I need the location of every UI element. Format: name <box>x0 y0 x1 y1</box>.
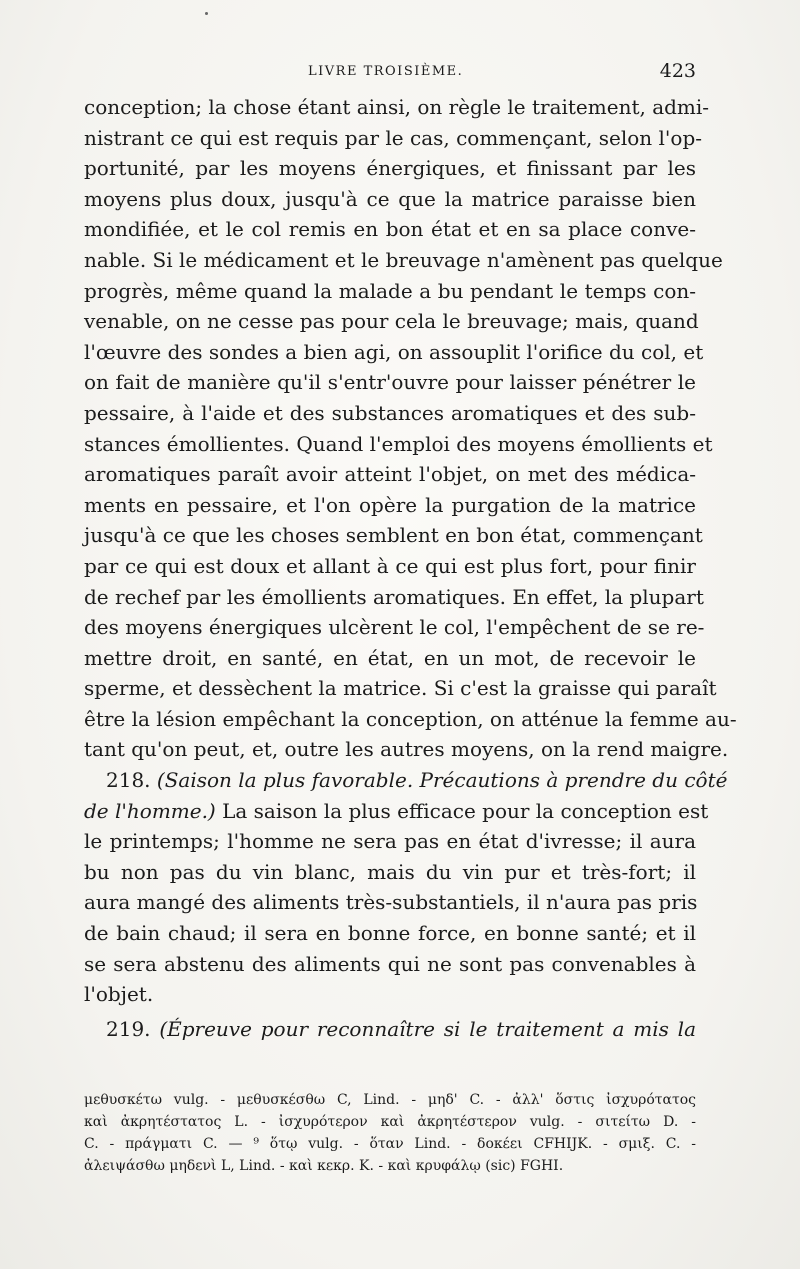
page-number: 423 <box>659 60 696 82</box>
text-line: des moyens énergiques ulcèrent le col, l'empêchent de se re- <box>84 615 705 640</box>
text-line: conception; la chose étant ainsi, on règle le traitement, admi- <box>84 95 710 119</box>
section-219 <box>84 1014 696 1045</box>
text-line: καὶ ἀκρητέστατος L. - ἰσχυρότερον καὶ ἀκρητέστερον vulg. - σιτείτω D. - <box>84 1114 696 1130</box>
paragraph-218 <box>84 826 696 1010</box>
text-line: l'objet. <box>84 982 154 1007</box>
text-line: tant qu'on peut, et, outre les autres moyens, on la rend maigre. <box>84 737 729 762</box>
text-line: C. - πράγματι C. — ⁹ ὅτῳ vulg. - ὅταν Lind. - δοκέει CFHIJK. - σμιξ. C. - <box>84 1136 696 1152</box>
text-line <box>84 796 709 827</box>
text-line: être la lésion empêchant la conception, on atténue la femme au- <box>84 706 737 731</box>
text-line: de bain chaud; il sera en bonne force, en bonne santé; et il <box>84 921 696 946</box>
section-219-heading-line <box>84 1014 696 1045</box>
text-line: bu non pas du vin blanc, mais du vin pur et très-fort; il <box>84 859 696 884</box>
running-title: LIVRE TROISIÈME. <box>308 64 464 79</box>
text-line: moyens plus doux, jusqu'à ce que la matrice paraisse bien <box>84 186 696 211</box>
section-number: 218. <box>106 768 151 793</box>
text-line: aromatiques paraît avoir atteint l'objet, on met des médica- <box>84 462 696 487</box>
section-218 <box>84 765 728 1010</box>
text-line: ments en pessaire, et l'on opère la purgation de la matrice <box>84 492 696 517</box>
text-line: jusqu'à ce que les choses semblent en bon état, commençant <box>84 523 703 548</box>
paragraph-217-continued <box>84 92 737 765</box>
text-line: de rechef par les émollients aromatiques. En effet, la plupart <box>84 584 704 609</box>
body-text <box>84 92 737 1044</box>
text-line: venable, on ne cesse pas pour cela le breuvage; mais, quand <box>84 309 699 334</box>
text-line: nistrant ce qui est requis par le cas, commençant, selon l'op- <box>84 125 703 150</box>
section-title: (Épreuve pour reconnaître si le traitement a mis la <box>159 1016 697 1041</box>
footnotes <box>84 1089 696 1177</box>
section-title-end: de l'homme.) <box>84 798 216 823</box>
text-line: mondifiée, et le col remis en bon état et en sa place conve- <box>84 217 696 242</box>
text-line-rest: La saison la plus efficace pour la conception est <box>222 798 709 823</box>
text-line: se sera abstenu des aliments qui ne sont pas convenables à <box>84 951 696 976</box>
text-line: progrès, même quand la malade a bu pendant le temps con- <box>84 278 696 303</box>
text-line: sperme, et dessèchent la matrice. Si c'est la graisse qui paraît <box>84 676 717 701</box>
text-line: on fait de manière qu'il s'entr'ouvre pour laisser pénétrer le <box>84 370 696 395</box>
text-line: le printemps; l'homme ne sera pas en état d'ivresse; il aura <box>84 829 696 854</box>
text-line: nable. Si le médicament et le breuvage n'amènent pas quelque <box>84 247 723 272</box>
text-line: aura mangé des aliments très-substantiels, il n'aura pas pris <box>84 890 698 915</box>
section-number: 219. <box>106 1016 151 1041</box>
text-line: par ce qui est doux et allant à ce qui est plus fort, pour finir <box>84 553 696 578</box>
text-line: stances émollientes. Quand l'emploi des moyens émollients et <box>84 431 713 456</box>
text-line: portunité, par les moyens énergiques, et finissant par les <box>84 156 696 181</box>
text-line: ἀλειψάσθω μηδενὶ L, Lind. - καὶ κεκρ. K. - καὶ κρυφάλῳ (sic) FGHI. <box>84 1158 564 1174</box>
section-218-heading-line <box>84 765 728 796</box>
page-header <box>84 60 696 86</box>
ink-speck <box>205 12 208 15</box>
section-title: (Saison la plus favorable. Précautions à prendre du côté <box>156 768 728 793</box>
text-line: mettre droit, en santé, en état, en un mot, de recevoir le <box>84 645 696 670</box>
text-line: pessaire, à l'aide et des substances aromatiques et des sub- <box>84 400 696 425</box>
text-line: μεθυσκέτω vulg. - μεθυσκέσθω C, Lind. - μηδ' C. - ἀλλ' ὅστις ἰσχυρότατος <box>84 1092 696 1108</box>
text-line: l'œuvre des sondes a bien agi, on assouplit l'orifice du col, et <box>84 339 704 364</box>
